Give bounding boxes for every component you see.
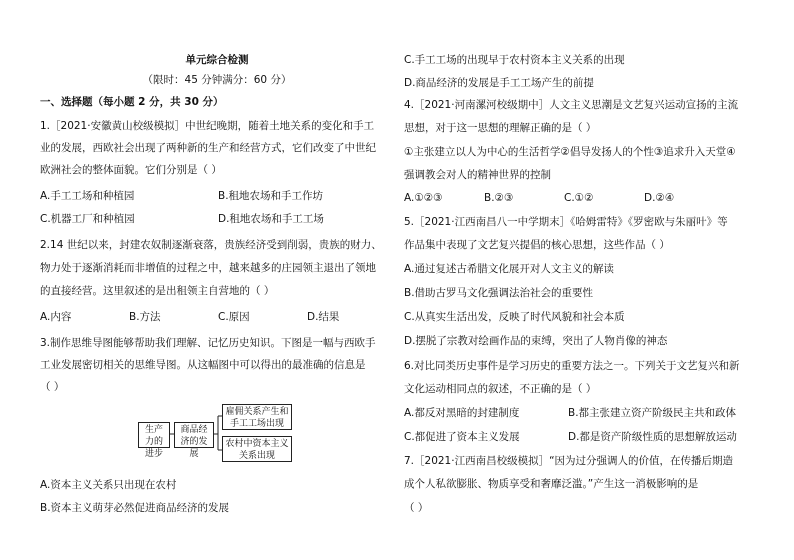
q4-option-b[interactable]: B.②③ xyxy=(484,192,514,204)
q3-option-c[interactable]: C.手工工场的出现早于农村资本主义关系的出现 xyxy=(404,54,625,66)
q4-option-c[interactable]: C.①② xyxy=(564,192,594,204)
q5-option-d[interactable]: D.摆脱了宗教对绘画作品的束缚，突出了人物肖像的神态 xyxy=(404,335,668,347)
q6-option-b[interactable]: B.都主张建立资产阶级民主共和政体 xyxy=(568,407,737,419)
q1-option-a[interactable]: A.手工工场和种植园 xyxy=(40,190,135,202)
q6-option-c[interactable]: C.都促进了资本主义发展 xyxy=(404,431,520,443)
q2-line-2: 物力处于逐渐消耗而非增值的过程之中，越来越多的庄园领主退出了领地 xyxy=(40,262,376,274)
q4-option-a[interactable]: A.①②③ xyxy=(404,192,443,204)
q2-line-3: 的直接经营。这里叙述的是出租领主自营地的（ ） xyxy=(40,285,275,297)
q3-option-b[interactable]: B.资本主义萌芽必然促进商品经济的发展 xyxy=(40,502,230,514)
mind-map-box-productivity: 生产力的进步 xyxy=(138,422,170,448)
section-heading: 一、选择题（每小题 2 分，共 30 分） xyxy=(40,96,224,108)
q4-option-d[interactable]: D.②④ xyxy=(644,192,675,204)
q6-option-d[interactable]: D.都是资产阶级性质的思想解放运动 xyxy=(568,431,737,443)
mind-map-box-employment: 雇佣关系产生和手工工场出现 xyxy=(222,404,292,430)
q6-option-a[interactable]: A.都反对黑暗的封建制度 xyxy=(404,407,520,419)
q3-option-d[interactable]: D.商品经济的发展是手工工场产生的前提 xyxy=(404,77,594,89)
mind-map-box-rural-capitalism: 农村中资本主义关系出现 xyxy=(222,436,292,462)
q2-option-a[interactable]: A.内容 xyxy=(40,311,72,323)
mind-map-box-commodity-economy: 商品经济的发展 xyxy=(174,422,214,448)
q7-line-3: （ ） xyxy=(404,502,429,514)
q4-line-2: 思想，对于这一思想的理解正确的是（ ） xyxy=(404,122,597,134)
q1-option-c[interactable]: C.机器工厂和种植园 xyxy=(40,213,135,225)
q1-line-3: 欧洲社会的整体面貌。它们分别是（ ） xyxy=(40,164,222,176)
q4-line-1: 4.［2021·河南漯河校级期中］人文主义思潮是文艺复兴运动宣扬的主流 xyxy=(404,99,739,111)
q1-line-2: 业的发展，西欧社会出现了两种新的生产和经营方式，它们改变了中世纪 xyxy=(40,142,376,154)
q3-line-1: 3.制作思维导图能够帮助我们理解、记忆历史知识。下图是一幅与西欧手 xyxy=(40,337,376,349)
q2-line-1: 2.14 世纪以来，封建农奴制逐渐衰落，贵族经济受到削弱，贵族的财力、 xyxy=(40,239,382,251)
q5-option-a[interactable]: A.通过复述古希腊文化展开对人文主义的解读 xyxy=(404,263,614,275)
q2-option-b[interactable]: B.方法 xyxy=(129,311,161,323)
q1-option-b[interactable]: B.租地农场和手工作坊 xyxy=(218,190,324,202)
q2-option-d[interactable]: D.结果 xyxy=(307,311,340,323)
q3-line-2: 工业发展密切相关的思维导图。从这幅图中可以得出的最准确的信息是 xyxy=(40,359,366,371)
q4-line-4: 强调教会对人的精神世界的控制 xyxy=(404,169,551,181)
page-subtitle: （限时：45 分钟满分：60 分） xyxy=(142,74,292,86)
q6-line-2: 文化运动相同点的叙述，不正确的是（ ） xyxy=(404,383,597,395)
q5-line-1: 5.［2021·江西南昌八一中学期末］《哈姆雷特》《罗密欧与朱丽叶》等 xyxy=(404,216,728,228)
mind-map-diagram xyxy=(138,404,298,462)
q2-option-c[interactable]: C.原因 xyxy=(218,311,250,323)
q3-line-3: （ ） xyxy=(40,381,65,393)
q3-option-a[interactable]: A.资本主义关系只出现在农村 xyxy=(40,479,177,491)
q6-line-1: 6.对比同类历史事件是学习历史的重要方法之一。下列关于文艺复兴和新 xyxy=(404,360,740,372)
q5-option-b[interactable]: B.借助古罗马文化强调法治社会的重要性 xyxy=(404,287,594,299)
q1-line-1: 1.［2021·安徽黄山校级模拟］中世纪晚期，随着土地关系的变化和手工 xyxy=(40,120,375,132)
q5-option-c[interactable]: C.从真实生活出发，反映了时代风貌和社会本质 xyxy=(404,311,625,323)
page-title: 单元综合检测 xyxy=(185,54,249,66)
q1-option-d[interactable]: D.租地农场和手工工场 xyxy=(218,213,324,225)
q7-line-2: 成个人私欲膨胀、物质享受和奢靡泛滥。”产生这一消极影响的是 xyxy=(404,478,699,490)
q7-line-1: 7.［2021·江西南昌校级模拟］“因为过分强调人的价值，在传播后期造 xyxy=(404,455,734,467)
q5-line-2: 作品集中表现了文艺复兴提倡的核心思想，这些作品（ ） xyxy=(404,239,670,251)
q4-line-3: ①主张建立以人为中心的生活哲学②倡导发扬人的个性③追求升入天堂④ xyxy=(404,146,736,158)
